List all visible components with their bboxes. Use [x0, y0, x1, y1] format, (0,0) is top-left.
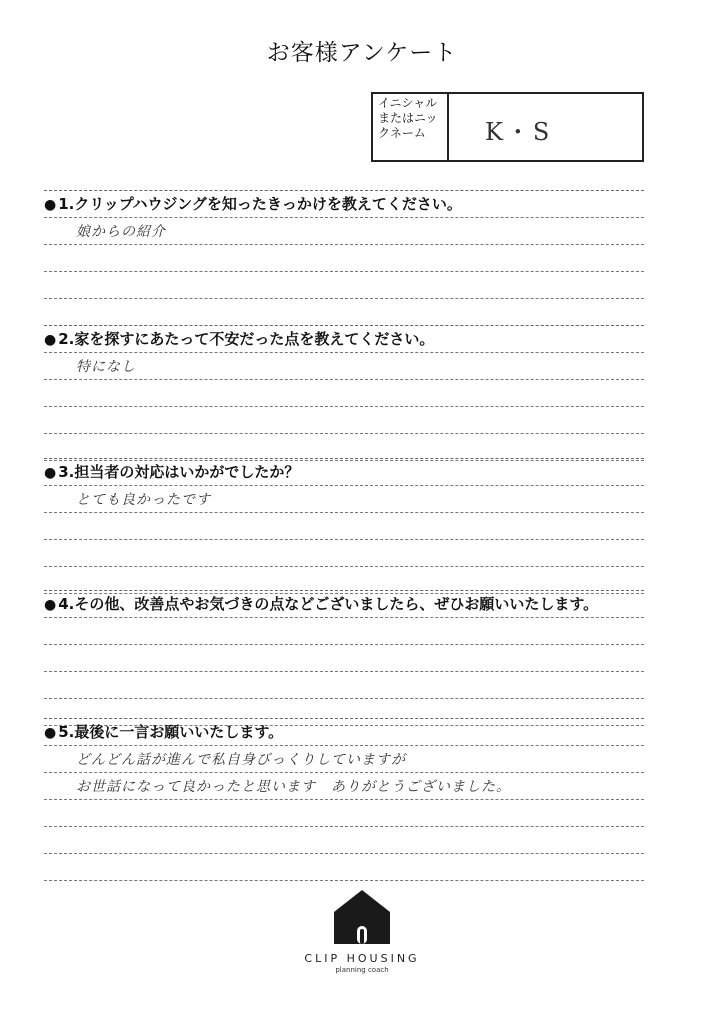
name-value: K・S: [485, 118, 553, 146]
bullet-icon: ●: [44, 597, 57, 613]
answer-line: [44, 379, 644, 406]
answer-line: [44, 485, 644, 512]
logo-subtitle: planning coach: [335, 966, 389, 974]
answer-line: [44, 772, 644, 799]
answer-line: [44, 298, 644, 326]
question-4-heading: [44, 590, 644, 617]
answer-line: [44, 244, 644, 271]
answer-2-text: 特になし: [76, 359, 136, 375]
name-label: イニシャルまたはニックネーム: [373, 94, 449, 160]
answer-line: [44, 406, 644, 433]
question-2-heading: [44, 325, 644, 352]
answer-line: [44, 853, 644, 881]
bullet-icon: ●: [44, 332, 57, 348]
question-3-text: 3.担当者の対応はいかがでしたか？: [58, 463, 300, 481]
answer-line: [44, 217, 644, 244]
question-2-text: 2.家を探すにあたって不安だった点を教えてください。: [58, 330, 435, 348]
answer-line: [44, 826, 644, 853]
answer-1-text: 娘からの紹介: [76, 224, 166, 240]
answer-line: [44, 352, 644, 379]
answer-line: [44, 539, 644, 566]
answer-line: [44, 799, 644, 826]
question-1: [44, 190, 644, 326]
answer-line: [44, 433, 644, 461]
bullet-icon: ●: [44, 725, 57, 741]
answer-line: [44, 617, 644, 644]
question-3: [44, 458, 644, 594]
page-title: お客様アンケート: [266, 40, 458, 66]
answer-line: [44, 671, 644, 698]
answer-5-line-2: お世話になって良かったと思います ありがとうございました。: [76, 779, 511, 795]
bullet-icon: ●: [44, 197, 57, 213]
question-3-heading: [44, 458, 644, 485]
question-4: [44, 590, 644, 726]
answer-3-text: とても良かったです: [76, 492, 211, 508]
answer-line: [44, 745, 644, 772]
question-1-heading: [44, 190, 644, 217]
question-4-text: 4.その他、改善点やお気づきの点などございましたら、ぜひお願いいたします。: [58, 595, 599, 613]
question-5-heading: [44, 718, 644, 745]
answer-5-line-1: どんどん話が進んで私自身びっくりしていますが: [76, 752, 406, 768]
bullet-icon: ●: [44, 465, 57, 481]
answer-line: [44, 512, 644, 539]
logo-name: CLIP HOUSING: [304, 952, 420, 965]
question-5: [44, 718, 644, 881]
house-icon: [332, 888, 392, 944]
question-2: [44, 325, 644, 461]
question-1-text: 1.クリップハウジングを知ったきっかけを教えてください。: [58, 195, 462, 213]
company-logo: [292, 888, 432, 974]
question-5-text: 5.最後に一言お願いいたします。: [58, 723, 284, 741]
name-box: [371, 92, 644, 162]
answer-line: [44, 271, 644, 298]
answer-line: [44, 644, 644, 671]
